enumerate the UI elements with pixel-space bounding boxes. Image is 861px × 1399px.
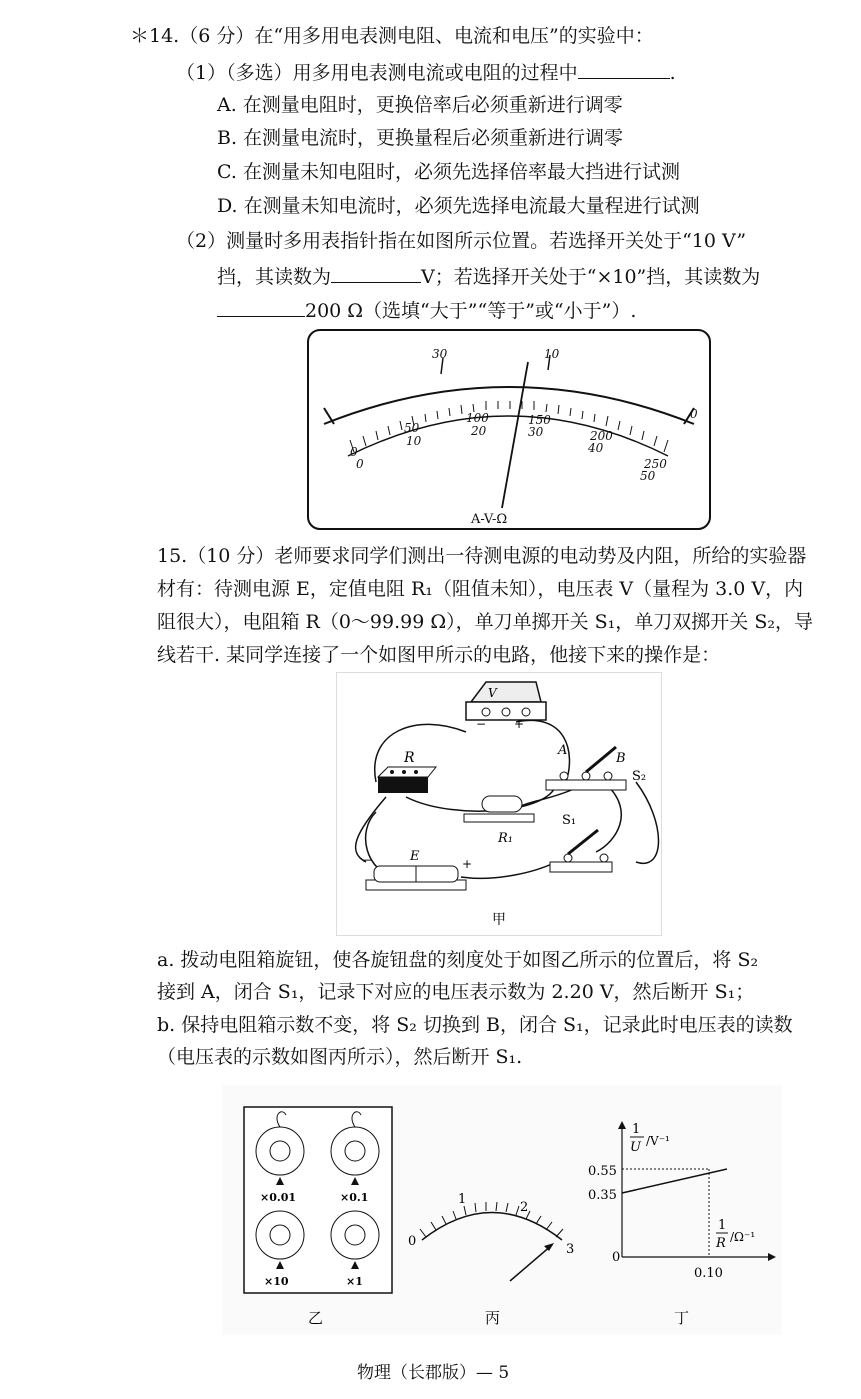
svg-text:1: 1	[458, 1192, 467, 1207]
circuit-figure-jia	[336, 672, 662, 936]
svg-text:−: −	[362, 853, 373, 867]
svg-text:10: 10	[544, 347, 560, 361]
q15-step-b-line1: b. 保持电阻箱示数不变，将 S₂ 切换到 B，闭合 S₁，记录此时电压表的读数	[157, 1014, 793, 1036]
svg-text:S₁: S₁	[562, 813, 577, 828]
svg-text:1: 1	[718, 1218, 727, 1233]
svg-text:S₂: S₂	[632, 769, 647, 784]
svg-text:0.35: 0.35	[588, 1188, 617, 1203]
q14-part2-line1: （2）测量时多用表指针指在如图所示位置。若选择开关处于“10 V”	[176, 230, 747, 252]
svg-text:20: 20	[471, 424, 487, 438]
meter-label: A-V-Ω	[471, 512, 508, 527]
page-footer: 物理（长郡版）— 5	[357, 1363, 510, 1383]
battery-icon	[366, 866, 466, 890]
svg-text:100: 100	[466, 411, 489, 425]
q14-option-c: C. 在测量未知电阻时，必须先选择倍率最大挡进行试测	[217, 161, 680, 183]
q14-part2-line3: 200 Ω（选填“大于”“等于”或“小于”）.	[217, 296, 636, 324]
svg-text:A: A	[558, 743, 568, 758]
svg-text:×10: ×10	[264, 1275, 289, 1288]
q14-part1: （1）（多选）用多用电表测电流或电阻的过程中 .	[176, 58, 676, 86]
svg-text:R: R	[404, 750, 415, 766]
q14-option-b: B. 在测量电流时，更换量程后必须重新进行调零	[217, 127, 624, 149]
svg-text:/V⁻¹: /V⁻¹	[646, 1134, 670, 1148]
q15-line1: 15.（10 分）老师要求同学们测出一待测电源的电动势及内阻，所给的实验器	[157, 545, 807, 567]
svg-text:/Ω⁻¹: /Ω⁻¹	[730, 1230, 756, 1244]
svg-text:R₁: R₁	[498, 831, 513, 846]
svg-text:×0.1: ×0.1	[340, 1191, 369, 1204]
answer-blank-1[interactable]	[578, 58, 670, 79]
caption-jia: 甲	[492, 912, 506, 928]
svg-text:150: 150	[528, 413, 551, 427]
multimeter-dial-figure	[306, 328, 712, 531]
answer-blank-2[interactable]	[331, 262, 421, 283]
svg-text:U: U	[630, 1140, 641, 1155]
svg-text:50: 50	[404, 421, 420, 435]
svg-text:E: E	[410, 849, 420, 864]
resistance-box-icon	[378, 767, 436, 793]
svg-text:0.10: 0.10	[694, 1266, 723, 1281]
caption-yi: 乙	[308, 1309, 324, 1327]
svg-text:0: 0	[350, 445, 358, 459]
caption-bing: 丙	[485, 1309, 501, 1327]
svg-text:×0.01: ×0.01	[260, 1191, 297, 1204]
svg-text:0: 0	[612, 1250, 621, 1265]
svg-text:−: −	[476, 717, 487, 731]
svg-text:0.55: 0.55	[588, 1164, 617, 1179]
svg-text:250: 250	[644, 457, 667, 471]
svg-text:10: 10	[406, 434, 422, 448]
svg-text:R: R	[716, 1236, 726, 1251]
q15-step-a-line2: 接到 A，闭合 S₁，记录下对应的电压表示数为 2.20 V，然后断开 S₁；	[157, 981, 755, 1003]
q15-step-a-line1: a. 拨动电阻箱旋钮，使各旋钮盘的刻度处于如图乙所示的位置后，将 S₂	[157, 949, 759, 971]
q15-step-b-line2: （电压表的示数如图丙所示），然后断开 S₁.	[157, 1046, 523, 1068]
figures-yi-bing-ding	[222, 1085, 782, 1335]
q14-part2-line2: 挡，其读数为 V；若选择开关处于“×10”挡，其读数为	[217, 262, 760, 290]
svg-text:0: 0	[408, 1234, 417, 1249]
q14-heading: ＊14.（6 分）在“用多用电表测电阻、电流和电压”的实验中：	[130, 25, 654, 47]
q15-line3: 阻很大），电阻箱 R（0～99.99 Ω），单刀单掷开关 S₁，单刀双掷开关 S₂，导	[157, 611, 813, 633]
svg-text:30: 30	[528, 425, 544, 439]
q15-line4: 线若干. 某同学连接了一个如图甲所示的电路，他接下来的操作是：	[157, 644, 721, 666]
q14-option-a: A. 在测量电阻时，更换倍率后必须重新进行调零	[217, 94, 623, 116]
caption-ding: 丁	[674, 1309, 690, 1327]
svg-text:2: 2	[520, 1200, 529, 1215]
svg-text:30: 30	[432, 347, 448, 361]
svg-text:+: +	[462, 857, 473, 871]
svg-text:200: 200	[590, 429, 613, 443]
q15-line2: 材有：待测电源 E，定值电阻 R₁（阻值未知），电压表 V（量程为 3.0 V，内	[157, 578, 804, 600]
answer-blank-3[interactable]	[217, 296, 305, 317]
svg-text:1: 1	[632, 1122, 641, 1137]
svg-text:50: 50	[640, 469, 656, 483]
svg-text:40: 40	[588, 441, 604, 455]
svg-text:V: V	[488, 686, 497, 700]
svg-text:+: +	[514, 717, 525, 731]
svg-text:0: 0	[356, 457, 364, 471]
svg-text:B: B	[616, 751, 626, 766]
svg-text:3: 3	[566, 1242, 575, 1257]
q14-option-d: D. 在测量未知电流时，必须先选择电流最大量程进行试测	[217, 195, 700, 217]
svg-text:×1: ×1	[346, 1275, 363, 1288]
svg-text:0: 0	[690, 407, 698, 421]
